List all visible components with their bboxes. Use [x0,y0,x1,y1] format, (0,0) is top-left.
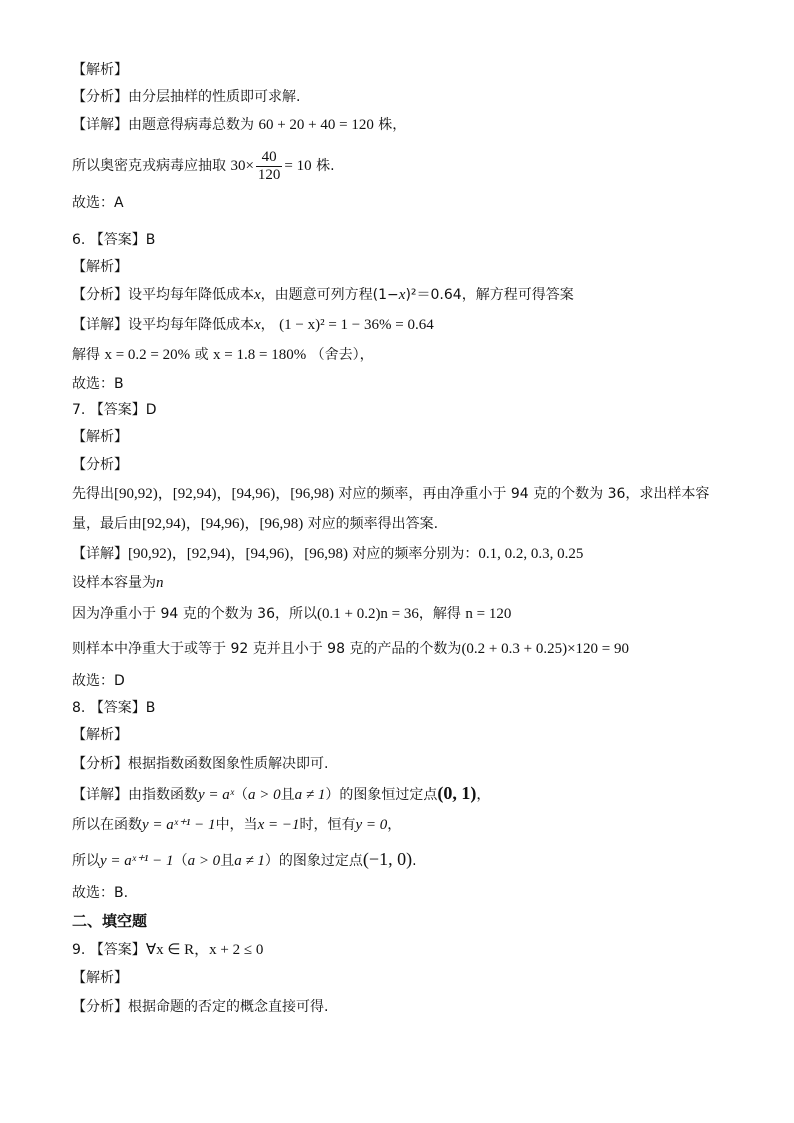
section-label-jiexi: 【解析】 [72,62,128,78]
math-expression: [90,92)，[92,94)，[94,96)，[96,98) [128,546,348,562]
detail-line [72,604,511,624]
answer-line: 7. 【答案】D [72,402,157,418]
math-variable: x [254,317,261,333]
math-expression: (0.1 + 0.2)n = 36 [316,606,419,622]
math-expression: [92,94)，[94,96)，[96,98) [142,516,304,532]
math-expression: ∀x ∈ R，x + 2 ≤ 0 [145,942,264,958]
analysis-line [72,514,438,534]
detail-line [72,783,490,805]
text: 或 [194,347,209,363]
math-expression: x = −1 [257,817,300,833]
section-label-jiexi: 【解析】 [72,727,128,743]
text: 【详解】由指数函数 [72,787,198,803]
math-point: (−1, 0) [362,849,413,869]
text: 中，当 [215,817,258,833]
answer-choice-line: 故选：B [72,376,124,392]
detail-line [72,573,164,593]
text: 【详解】 [72,546,128,562]
text: 对应的频率，再由净重小于 94 克的个数为 36，求出样本容 [338,486,710,502]
math-variable: n [156,575,164,591]
detail-line [72,815,401,835]
math-point: (0, 1) [437,783,477,803]
text: ， [387,817,402,833]
answer-choice-line: 故选：D [72,673,125,689]
section-heading: 二、填空题 [72,912,148,930]
section-label-jiexi: 【解析】 [72,259,128,275]
math-expression: x = 0.2 = 20% [104,347,191,363]
text: 先得出 [72,486,114,502]
math-variable: x [398,287,406,303]
text: 则样本中净重大于或等于 92 克并且小于 98 克的产品的个数为 [72,641,462,657]
text: )²＝0.64，解方程可得答案 [405,287,574,303]
answer-line: 8. 【答案】B [72,700,156,716]
analysis-line [72,285,574,305]
detail-line [72,849,417,871]
math-expression: y = 0 [355,817,388,833]
text: . [412,853,417,869]
text: （舍去）， [310,347,374,363]
math-expression: [90,92)，[92,94)，[94,96)，[96,98) [114,486,334,502]
detail-line [72,544,583,564]
text: （ [173,853,188,869]
fraction [256,149,283,184]
detail-line [72,148,335,184]
math-expression: a > 0 [187,853,221,869]
math-expression: y = aˣ⁺¹ − 1 [100,853,174,869]
text: 量，最后由 [72,516,142,532]
text: 株， [378,117,407,133]
detail-line [72,315,434,335]
math-expression: (1 − x)² = 1 − 36% = 0.64 [279,317,434,333]
analysis-line [72,484,709,504]
text: 所以 [72,853,100,869]
text: 且 [220,853,235,869]
text: ， [260,317,275,333]
section-label-jiexi: 【解析】 [72,970,128,986]
text: 【详解】设平均每年降低成本 [72,317,254,333]
math-expression: 60 + 20 + 40 = 120 [258,117,374,133]
text: ，由题意可列方程(1− [260,287,399,303]
math-expression: a ≠ 1 [294,787,326,803]
math-variable: x [254,287,261,303]
text: 【详解】由题意得病毒总数为 [72,117,254,133]
text: 解得 [72,347,100,363]
math-expression: = 10 [284,158,312,174]
math-expression: 30× [230,158,254,174]
text: 对应的频率得出答案. [307,516,439,532]
text: 所以在函数 [72,817,142,833]
analysis-line: 【分析】根据指数函数图象性质解决即可. [72,756,329,772]
analysis-line: 【分析】根据命题的否定的概念直接可得. [72,999,329,1015]
fraction-denominator: 120 [257,166,281,183]
solution-line [72,345,374,365]
math-expression: n = 120 [465,606,512,622]
section-label-jiexi: 【解析】 [72,429,128,445]
answer-choice-line: 故选：A [72,195,124,211]
detail-line [72,639,629,659]
math-expression: x = 1.8 = 180% [213,347,307,363]
math-expression: (0.2 + 0.3 + 0.25)×120 = 90 [461,641,630,657]
text: 株. [316,158,335,174]
text: 时，恒有 [299,817,356,833]
text: ）的图象过定点 [264,853,363,869]
math-expression: a ≠ 1 [234,853,265,869]
text: 且 [280,787,295,803]
text: 【分析】设平均每年降低成本 [72,287,254,303]
text: 因为净重小于 94 克的个数为 36，所以 [72,606,317,622]
math-expression: y = aˣ⁺¹ − 1 [142,817,216,833]
answer-choice-line: 故选：B. [72,885,129,901]
math-expression: a > 0 [248,787,281,803]
math-expression: 0.1, 0.2, 0.3, 0.25 [478,546,584,562]
analysis-line: 【分析】由分层抽样的性质即可求解. [72,89,301,105]
math-expression: y = aˣ [198,787,235,803]
text: （ [234,787,249,803]
fraction-numerator: 40 [256,149,283,167]
answer-line: 6. 【答案】B [72,232,156,248]
text: 设样本容量为 [72,575,156,591]
text: 对应的频率分别为： [352,546,479,562]
text: 9. 【答案】 [72,942,146,958]
answer-line [72,940,263,960]
section-label-fenxi: 【分析】 [72,457,128,473]
text: ）的图象恒过定点 [325,787,438,803]
text: ， [476,787,491,803]
text: ，解得 [418,606,461,622]
text: 所以奥密克戎病毒应抽取 [72,158,226,174]
detail-line [72,115,406,135]
